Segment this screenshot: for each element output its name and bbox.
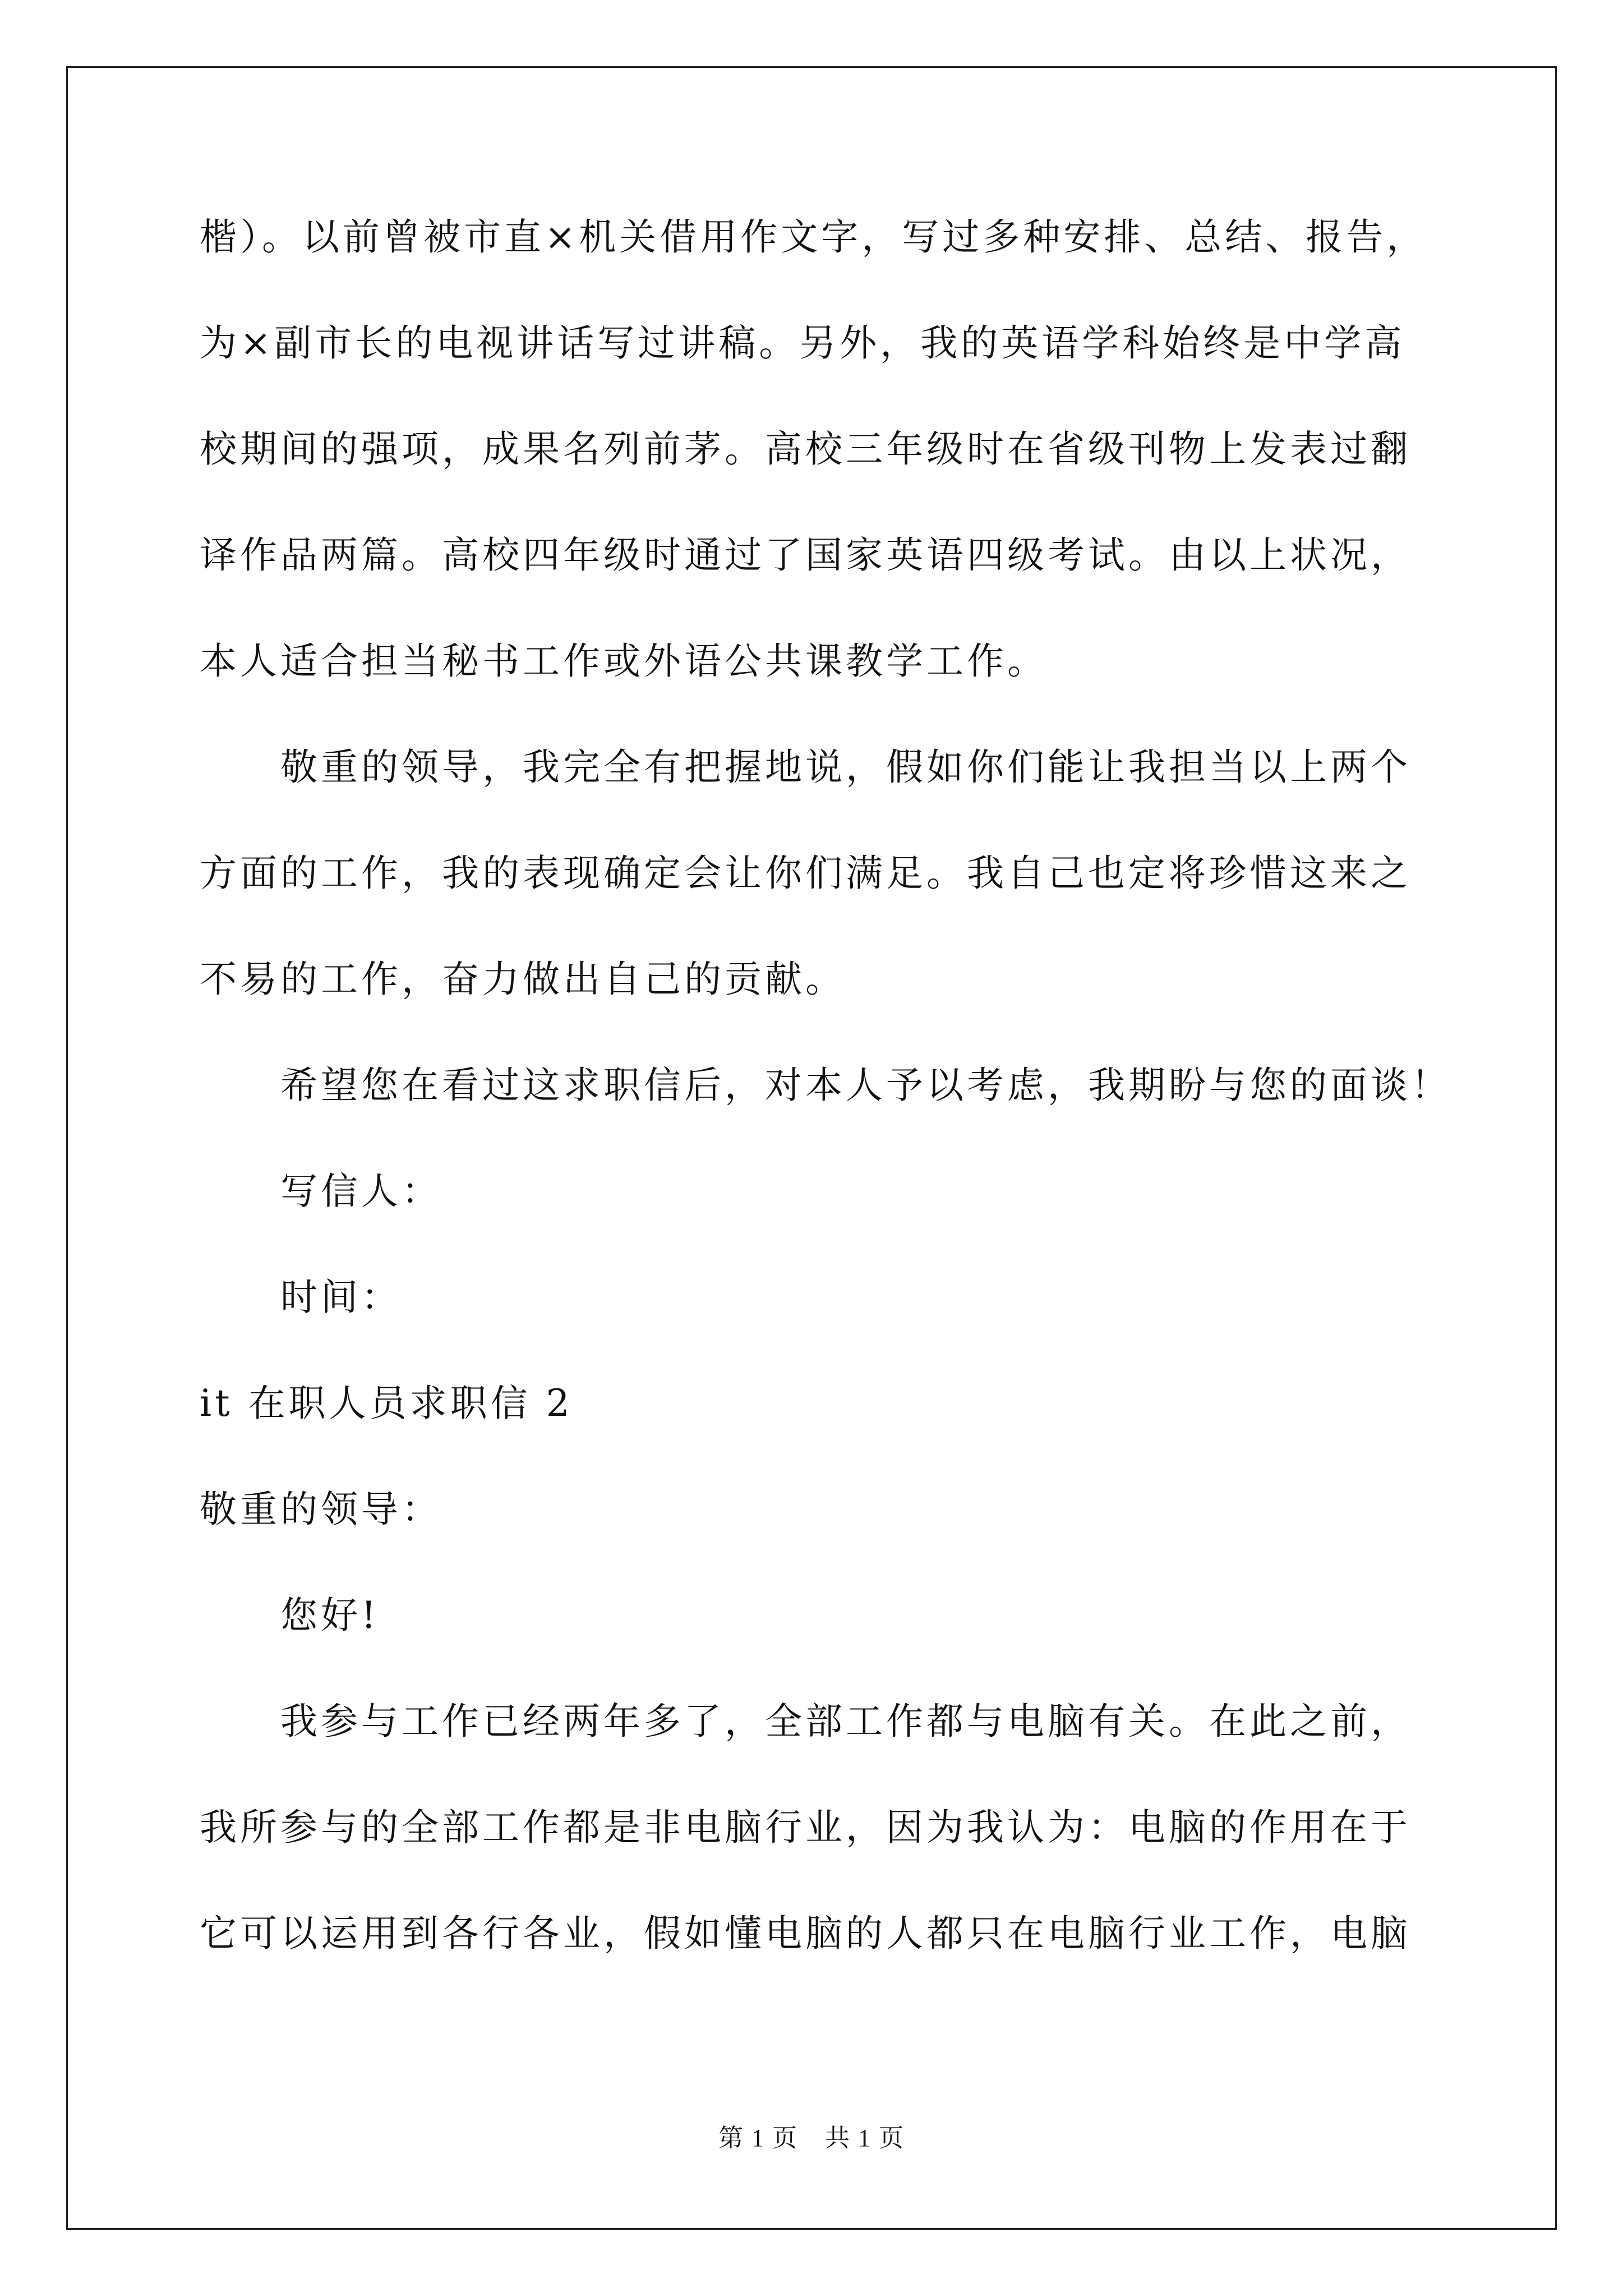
text-line: 楷）。以前曾被市直×机关借用作文字，写过多种安排、总结、报告， bbox=[200, 215, 1427, 259]
paragraph-first-line: 敬重的领导，我完全有把握地说，假如你们能让我担当以上两个 bbox=[280, 746, 1411, 789]
text-line: 方面的工作，我的表现确定会让你们满足。我自己也定将珍惜这来之 bbox=[200, 852, 1411, 895]
greeting: 您好! bbox=[280, 1594, 380, 1637]
text-line: 它可以运用到各行各业，假如懂电脑的人都只在电脑行业工作，电脑 bbox=[200, 1912, 1411, 1955]
page-total: 共 1 页 bbox=[825, 2124, 905, 2152]
signature-label: 写信人： bbox=[280, 1170, 442, 1213]
page-footer bbox=[0, 2126, 1623, 2151]
text-line: 校期间的强项，成果名列前茅。高校三年级时在省级刊物上发表过翻 bbox=[200, 427, 1411, 471]
text-line: 我所参与的全部工作都是非电脑行业，因为我认为：电脑的作用在于 bbox=[200, 1806, 1411, 1849]
text-line: 译作品两篇。高校四年级时通过了国家英语四级考试。由以上状况， bbox=[200, 533, 1411, 577]
text-line: 为×副市长的电视讲话写过讲稿。另外，我的英语学科始终是中学高 bbox=[200, 321, 1405, 365]
text-line: 本人适合担当秘书工作或外语公共课教学工作。 bbox=[200, 639, 1048, 683]
text-line: 不易的工作，奋力做出自己的贡献。 bbox=[200, 958, 846, 1001]
document-body bbox=[200, 215, 1451, 2021]
page-number: 第 1 页 bbox=[718, 2124, 798, 2152]
date-label: 时间： bbox=[280, 1276, 402, 1319]
paragraph-first-line: 我参与工作已经两年多了，全部工作都与电脑有关。在此之前， bbox=[280, 1700, 1411, 1743]
paragraph-first-line: 希望您在看过这求职信后，对本人予以考虑，我期盼与您的面谈！ bbox=[280, 1064, 1451, 1107]
salutation: 敬重的领导： bbox=[200, 1488, 442, 1531]
section-title: it 在职人员求职信 2 bbox=[200, 1382, 573, 1425]
